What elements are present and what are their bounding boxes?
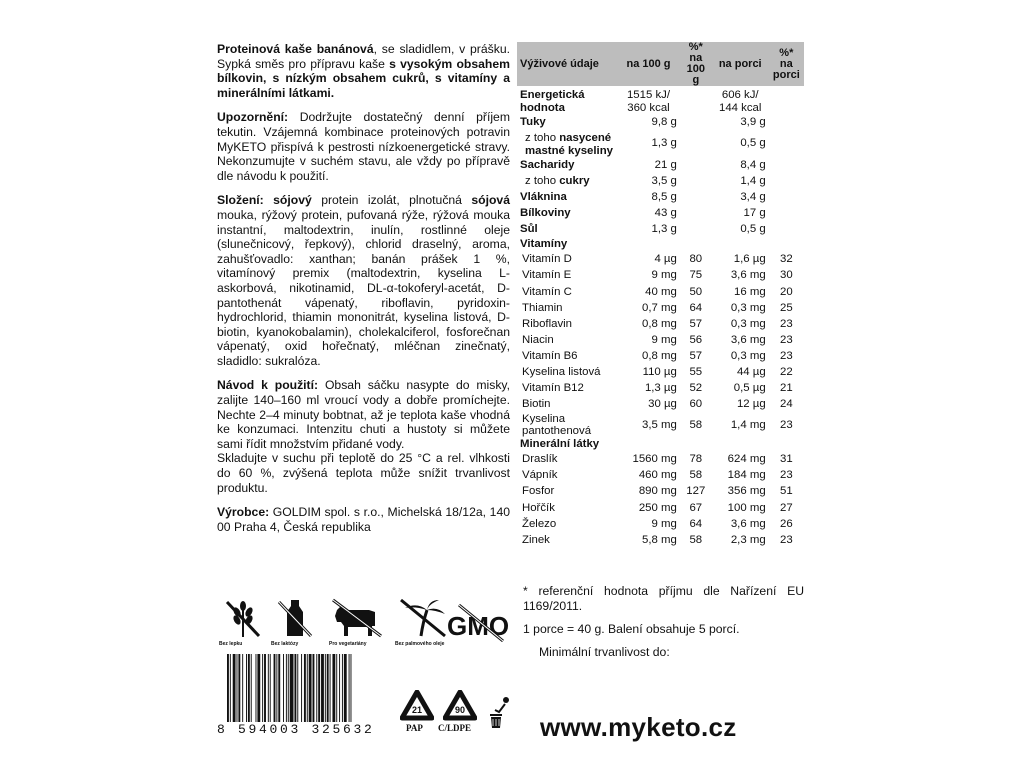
table-row: Niacin 9 mg 56 3,6 mg 23 — [522, 333, 793, 346]
warning-paragraph: Upozornění: Dodržujte dostatečný denní příjem tekutin. Vzájemná kombinace proteinových potravin MyKETO přispívá k pestrosti nízkoenergetické stravy. Nekonzumujte v suchém stavu, ale vždy po přípravě dle návodu k použití. — [217, 110, 510, 183]
producer-paragraph: Výrobce: GOLDIM spol. s r.o., Michelská 18/12a, 140 00 Praha 4, Česká republika — [217, 505, 510, 534]
dispose-bin-icon — [487, 696, 513, 730]
best-before: Minimální trvanlivost do: — [539, 645, 670, 659]
table-row: Hořčík 250 mg 67 100 mg 27 — [522, 501, 793, 514]
row-salt: Sůl 1,3 g 0,5 g — [520, 223, 766, 236]
row-energy: Energetická hodnota 1515 kJ/ 360 kcal 606 kJ/ 144 kcal — [520, 89, 762, 114]
row-vitamins-heading: Vitamíny — [520, 238, 568, 251]
table-row: Draslík 1560 mg 78 624 mg 31 — [522, 453, 793, 466]
header-portion: na porci — [712, 42, 769, 86]
svg-text:21: 21 — [411, 705, 423, 715]
table-row: Železo 9 mg 64 3,6 mg 26 — [522, 517, 793, 530]
usage-paragraph: Návod k použití: Obsah sáčku nasypte do misky, zalijte 140–160 ml vroucí vody a dobře promíchejte. Nechte 2–4 minuty bobtnat, až je teplota kaše vhodná ke konzumaci. Intenzitu chuti a hustoty si můžete sami řídit množstvím přidané vody. — [217, 378, 510, 451]
table-row: Zinek 5,8 mg 58 2,3 mg 23 — [522, 533, 793, 546]
recycling-cldpe-label: C/LDPE — [438, 723, 472, 733]
recycling-pap-icon — [400, 690, 434, 722]
row-sugars: z toho cukry 3,5 g 1,4 g — [525, 174, 766, 187]
no-palm-tree-icon: Bez palmového oleje — [397, 598, 449, 650]
header-pct100: %* na 100 g — [680, 42, 712, 86]
row-fat: Tuky 9,8 g 3,9 g — [520, 115, 766, 128]
header-nutrients: Výživové údaje — [517, 42, 617, 86]
nutrition-table-wrapper — [517, 42, 804, 548]
nutrition-header-row — [517, 42, 804, 86]
row-saturated-fat: z toho nasycené mastné kyseliny 1,3 g 0,5 g — [525, 132, 766, 157]
table-row: Riboflavin 0,8 mg 57 0,3 mg 23 — [522, 317, 793, 330]
row-minerals-heading: Minerální látky — [520, 438, 600, 451]
recycling-pap-label: PAP — [406, 723, 423, 733]
svg-text:GMO: GMO — [447, 611, 510, 641]
product-text-column — [217, 42, 510, 544]
table-row: Kyselina pantothenová 3,5 mg 58 1,4 mg 23 — [522, 412, 793, 437]
table-row: Vitamín B6 0,8 mg 57 0,3 mg 23 — [522, 349, 793, 362]
storage-paragraph: Skladujte v suchu při teplotě do 25 °C a rel. vlhkosti do 60 %, zvýšená teplota může snížit trvanlivost produktu. — [217, 451, 510, 495]
minerals-body — [517, 452, 804, 549]
no-gmo-icon — [445, 603, 515, 643]
barcode-number: 8 594003 325632 — [217, 722, 375, 737]
no-wheat-icon: Bez lepku — [221, 598, 265, 650]
recycling-cldpe-icon — [443, 690, 477, 722]
vitamins-body — [517, 252, 804, 438]
table-row: Kyselina listová 110 µg 55 44 µg 22 — [522, 366, 793, 379]
svg-text:90: 90 — [454, 705, 466, 715]
table-row: Biotin 30 µg 60 12 µg 24 — [522, 398, 793, 411]
table-row: Thiamin 0,7 mg 64 0,3 mg 25 — [522, 301, 793, 314]
no-milk-bottle-icon: Bez laktózy — [273, 598, 317, 650]
row-carbs: Sacharidy 21 g 8,4 g — [520, 158, 766, 171]
nutrition-table — [517, 42, 804, 548]
reference-note: * referenční hodnota příjmu dle Nařízení EU 1169/2011. — [523, 584, 804, 613]
table-row: Vitamín E 9 mg 75 3,6 mg 30 — [522, 269, 793, 282]
header-per100: na 100 g — [617, 42, 680, 86]
table-row: Vitamín B12 1,3 µg 52 0,5 µg 21 — [522, 382, 793, 395]
table-row: Vápník 460 mg 58 184 mg 23 — [522, 469, 793, 482]
cow-icon: Pro vegetariány — [331, 598, 383, 650]
row-protein: Bílkoviny 43 g 17 g — [520, 207, 766, 220]
product-description: Proteinová kaše banánová, se sladidlem, v prášku. Sypká směs pro přípravu kaše s vysokým obsahem bílkovin, s nízkým obsahem cukrů, s vitamíny a minerálními látkami. — [217, 42, 510, 100]
product-name: Proteinová kaše banánová — [217, 42, 374, 56]
table-row: Fosfor 890 mg 127 356 mg 51 — [522, 485, 793, 498]
ingredients-paragraph: Složení: sójový protein izolát, plnotučná sójová mouka, rýžový protein, pufovaná rýže, rýžová mouka instantní, maltodextrin, inulín, rostlinné oleje (slunečnicový, řepkový), chlorid draselný, aroma, zahušťovadlo: xanthan; banán prášek 1 %, vitamínový premix (maltodextrin, kyselina L-askorbová, nikotinamid, DL-α-tokoferyl-acetát, D-pantothenát vápenatý, riboflavin, pyridoxin-hydrochlorid, thiamin mononitrát, kyselina listová, D-biotin, kyanokobalamin), cholekalciferol, fosforečnan vápenatý, oxid hořečnatý, mléčnan zinečnatý, sladidlo: sukralóza. — [217, 193, 510, 368]
header-pctportion: %* na porci — [769, 42, 804, 86]
row-fiber: Vláknina 8,5 g 3,4 g — [520, 191, 766, 204]
website[interactable]: www.myketo.cz — [540, 712, 737, 742]
footnotes — [523, 584, 804, 668]
table-row: Vitamín D 4 µg 80 1,6 µg 32 — [522, 253, 793, 266]
portion-note: 1 porce = 40 g. Balení obsahuje 5 porcí. — [523, 622, 740, 636]
table-row: Vitamín C 40 mg 50 16 mg 20 — [522, 285, 793, 298]
